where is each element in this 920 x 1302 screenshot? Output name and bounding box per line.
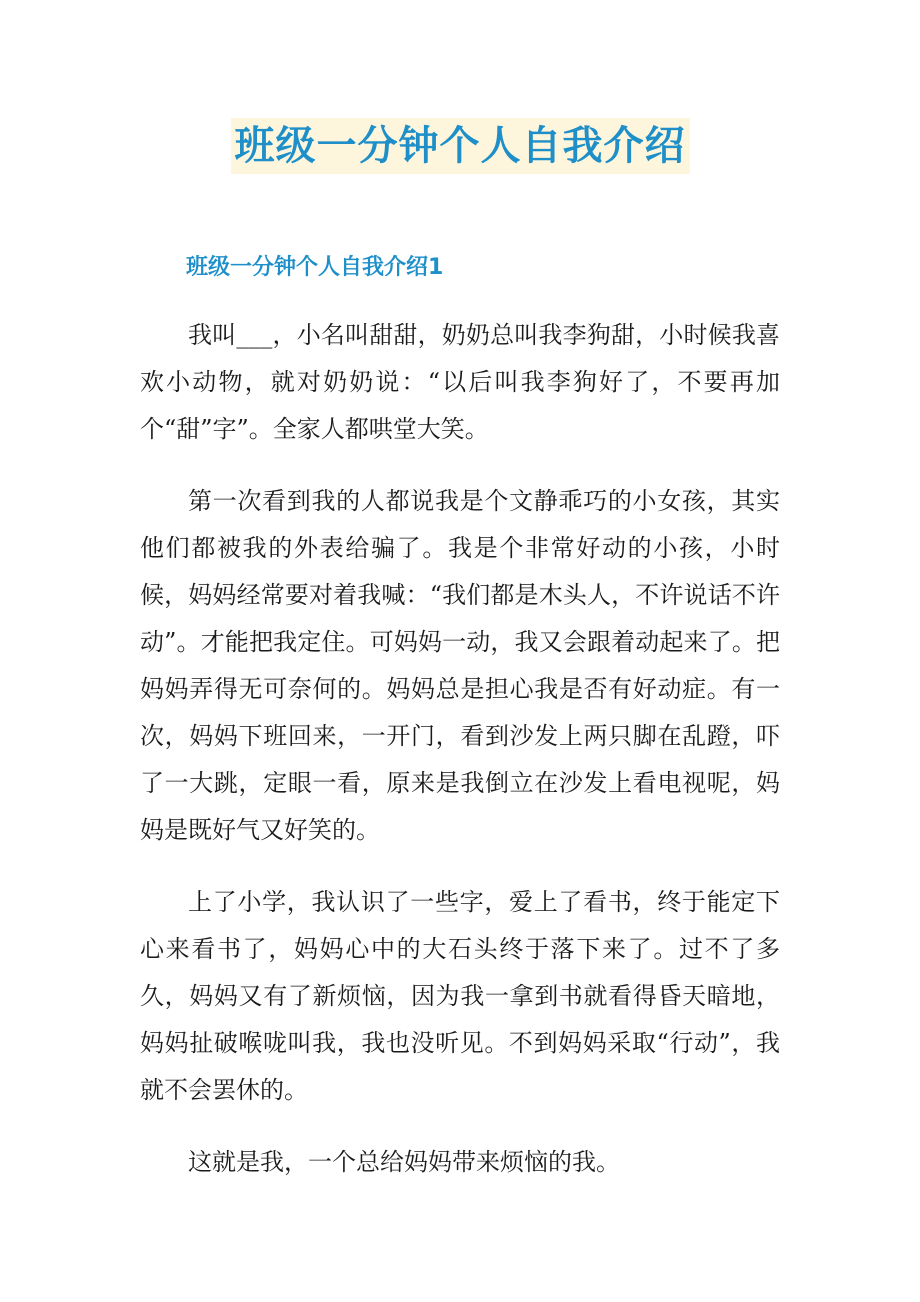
paragraph-2: 第一次看到我的人都说我是个文静乖巧的小女孩，其实他们都被我的外表给骗了。我是个非常好动的小孩，小时候，妈妈经常要对着我喊：“我们都是木头人，不许说话不许动”。才能把我定住。可妈妈一动，我又会跟着动起来了。把妈妈弄得无可奈何的。妈妈总是担心我是否有好动症。有一次，妈妈下班回来，一开门，看到沙发上两只脚在乱蹬，吓了一大跳，定眼一看，原来是我倒立在沙发上看电视呢，妈妈是既好气又好笑的。 — [140, 487, 780, 844]
page-title: 班级一分钟个人自我介绍 — [231, 118, 690, 174]
paragraph-3: 上了小学，我认识了一些字，爱上了看书，终于能定下心来看书了，妈妈心中的大石头终于落下来了。过不了多久，妈妈又有了新烦恼，因为我一拿到书就看得昏天暗地，妈妈扯破喉咙叫我，我也没听见。不到妈妈采取“行动”，我就不会罢休的。 — [140, 888, 780, 1104]
title-container — [0, 118, 920, 174]
article-body — [140, 312, 780, 1211]
section-heading: 班级一分钟个人自我介绍1 — [186, 255, 444, 280]
paragraph-4: 这就是我，一个总给妈妈带来烦恼的我。 — [188, 1148, 620, 1176]
paragraph-1: 我叫___，小名叫甜甜，奶奶总叫我李狗甜，小时候我喜欢小动物，就对奶奶说：“以后叫我李狗好了，不要再加个“甜”字”。全家人都哄堂大笑。 — [140, 321, 780, 443]
